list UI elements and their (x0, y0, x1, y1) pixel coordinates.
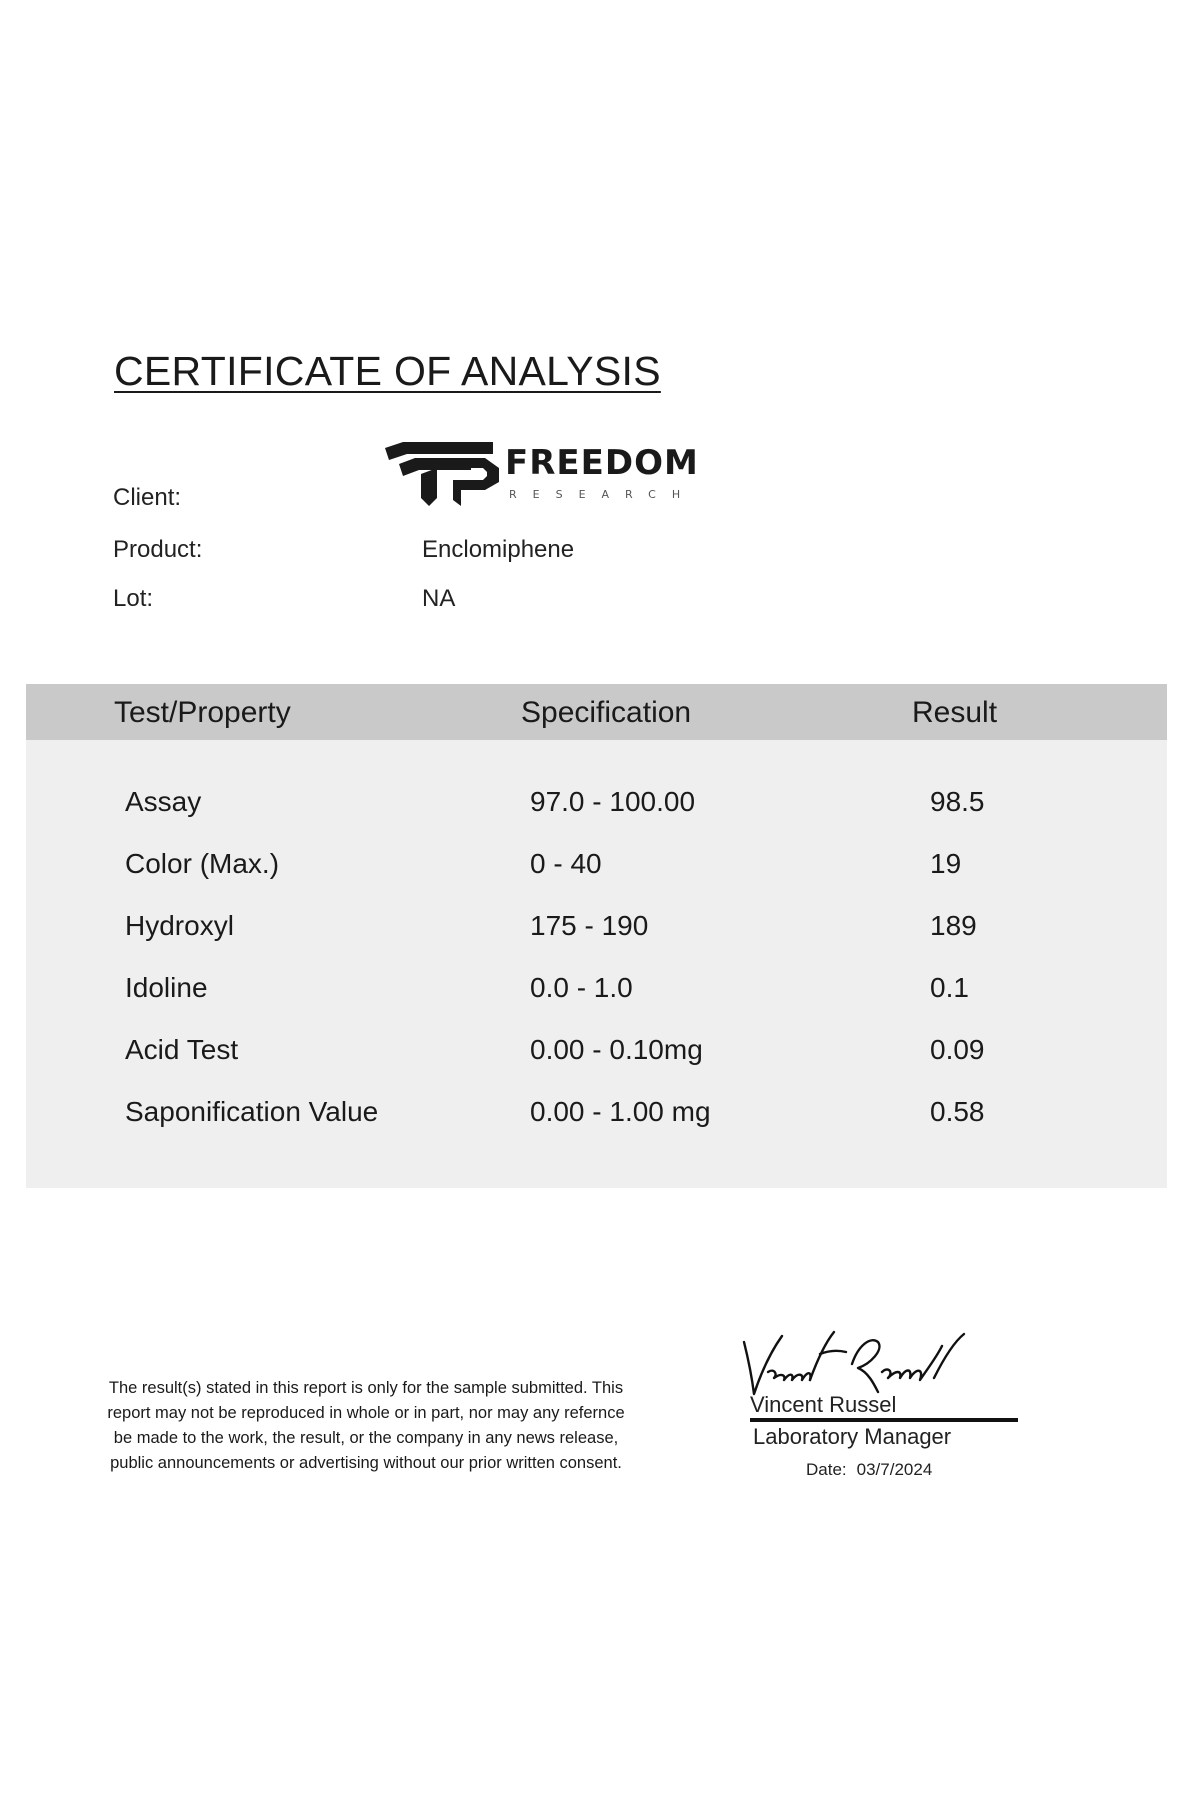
header-specification: Specification (521, 696, 692, 729)
analysis-table (26, 684, 1167, 1188)
handwritten-signature (738, 1328, 978, 1400)
signature-line (750, 1418, 1018, 1422)
row-result: 0.09 (930, 1034, 985, 1065)
row-property: Saponification Value (125, 1096, 379, 1127)
table-row (26, 910, 1167, 950)
header-result: Result (912, 696, 998, 729)
logo-wordmark: FREEDOM (505, 443, 699, 483)
signer-name: Vincent Russel (750, 1392, 897, 1417)
row-specification: 175 - 190 (530, 910, 649, 941)
product-value: Enclomiphene (422, 536, 575, 563)
row-specification: 0.00 - 1.00 mg (530, 1096, 711, 1127)
row-property: Acid Test (125, 1034, 239, 1065)
table-row (26, 786, 1167, 826)
product-label: Product: (113, 536, 203, 563)
freedom-research-logo-icon (385, 440, 755, 510)
row-property: Color (Max.) (125, 848, 280, 879)
table-row (26, 1034, 1167, 1074)
row-result: 19 (930, 848, 962, 879)
signature-date (806, 1460, 942, 1480)
table-row (26, 972, 1167, 1012)
row-specification: 97.0 - 100.00 (530, 786, 696, 817)
document-title: CERTIFICATE OF ANALYSIS (114, 348, 661, 394)
date-value: 03/7/2024 (856, 1460, 933, 1479)
row-result: 0.1 (930, 972, 969, 1003)
row-result: 98.5 (930, 786, 985, 817)
row-property: Idoline (125, 972, 208, 1003)
lot-label: Lot: (113, 585, 154, 612)
date-label: Date: (806, 1460, 847, 1479)
header-test-property: Test/Property (114, 696, 291, 729)
row-property: Hydroxyl (125, 910, 234, 941)
signer-title: Laboratory Manager (753, 1424, 952, 1449)
row-result: 189 (930, 910, 977, 941)
row-property: Assay (125, 786, 202, 817)
table-row (26, 1096, 1167, 1136)
disclaimer-text: The result(s) stated in this report is only for the sample submitted. This report may not be reproduced in whole or in part, nor may any refernce be made to the work, the result, or the company in any news release, public announcements or advertising without our prior written consent. (107, 1379, 625, 1472)
logo-subtext: RESEARCH (509, 488, 697, 501)
row-specification: 0 - 40 (530, 848, 602, 879)
row-specification: 0.0 - 1.0 (530, 972, 633, 1003)
table-header (26, 684, 1167, 740)
lot-value: NA (422, 585, 456, 612)
table-row (26, 848, 1167, 888)
client-label: Client: (113, 484, 182, 511)
row-specification: 0.00 - 0.10mg (530, 1034, 703, 1065)
row-result: 0.58 (930, 1096, 985, 1127)
